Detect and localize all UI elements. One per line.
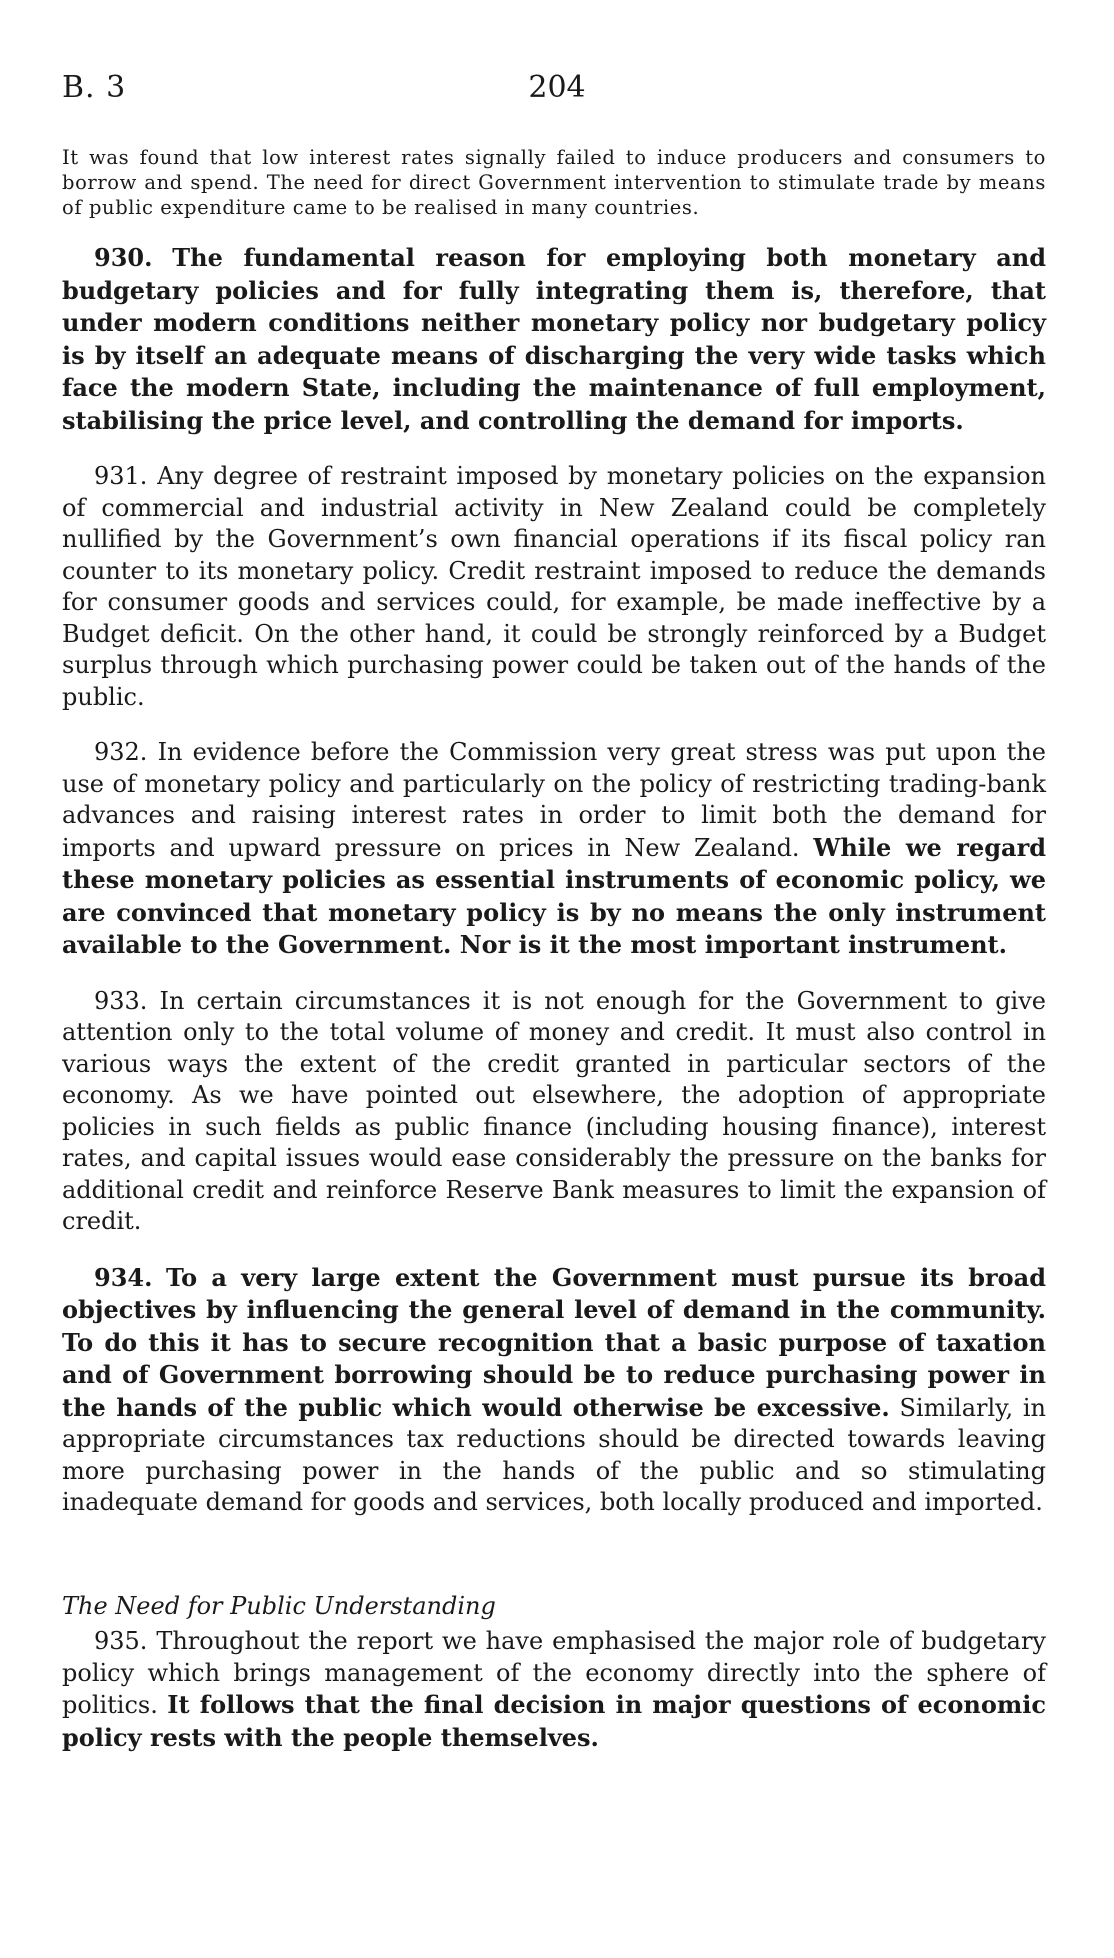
paragraph-number: 930. [94, 243, 153, 272]
paragraph-number: 935. [94, 1627, 148, 1655]
paragraph-text: Similarly, in appropriate circumstances tax reductions should be directed towards leaving more purchasing power in the hands of the public and so stimulating inadequate demand for goods and services, both locally produced and imported. [62, 1393, 1046, 1516]
paragraph-number: 932. [94, 738, 148, 766]
paragraph-932 [62, 737, 1046, 962]
paragraph-text: Throughout the report we have emphasised the major role of budgetary policy which brings management of the economy directly into the sphere of politics. [62, 1627, 1046, 1719]
paragraph-number: 934. [94, 1262, 153, 1292]
paragraph-934 [62, 1262, 1046, 1519]
intro-paragraph: It was found that low interest rates signally failed to induce producers and consumers to borrow and spend. The need for direct Government intervention to stimulate trade by means of public expenditure came to be realised in many countries. [62, 146, 1046, 219]
paragraph-bold-text: The fundamental reason for employing both monetary and budgetary policies and for fully integrating them is, therefore, that under modern conditions neither monetary policy nor budgetary policy is by itself an adequate means of discharging the very wide tasks which face the modern State, including the maintenance of full employment, stabilising the price level, and controlling the demand for imports. [62, 243, 1046, 435]
paragraph-bold-text: While we regard these monetary policies as essential instruments of economic policy, we are convinced that monetary policy is by no means the only instrument available to the Government. Nor is it the most important instrument. [62, 832, 1047, 959]
document-reference: B. 3 [62, 70, 127, 105]
paragraph-bold-text: To a very large extent the Government must pursue its broad objectives by influencing the general level of demand in the community. To do this it has to secure recognition that a basic purpose of taxation and of Government borrowing should be to reduce purchasing power in the hands of the public which would otherwise be excessive. [62, 1262, 1046, 1422]
page-header [62, 70, 1052, 110]
page-number: 204 [528, 70, 586, 105]
paragraph-text: In evidence before the Commission very great stress was put upon the use of monetary policy and particularly on the policy of restricting trading-bank advances and raising interest rates in order to limit both the demand for imports and upward pressure on prices in New Zealand. [62, 738, 1046, 862]
paragraph-text: Any degree of restraint imposed by monetary policies on the expansion of commercial and industrial activity in New Zealand could be completely nullified by the Government’s own financial operations if its fiscal policy ran counter to its monetary policy. Credit restraint imposed to reduce the demands for consumer goods and services could, for example, be made ineffective by a Budget deficit. On the other hand, it could be strongly reinforced by a Budget surplus through which purchasing power could be taken out of the hands of the public. [62, 462, 1046, 711]
paragraph-935 [62, 1626, 1046, 1754]
paragraph-number: 933. [94, 986, 148, 1015]
page-content [62, 145, 1046, 1778]
paragraph-930 [62, 242, 1046, 437]
paragraph-bold-text: It follows that the final decision in major questions of economic policy rests with the people themselves. [62, 1690, 1046, 1752]
section-heading: The Need for Public Understanding [62, 1591, 496, 1620]
paragraph-931 [62, 461, 1046, 713]
paragraph-text: In certain circumstances it is not enough for the Government to give attention only to the total volume of money and credit. It must also control in various ways the extent of the credit granted in particular sectors of the economy. As we have pointed out elsewhere, the adoption of appropriate policies in such fields as public finance (including housing finance), interest rates, and capital issues would ease considerably the pressure on the banks for additional credit and reinforce Reserve Bank measures to limit the expansion of credit. [62, 986, 1046, 1235]
paragraph-933 [62, 986, 1046, 1238]
paragraph-number: 931. [94, 462, 148, 490]
